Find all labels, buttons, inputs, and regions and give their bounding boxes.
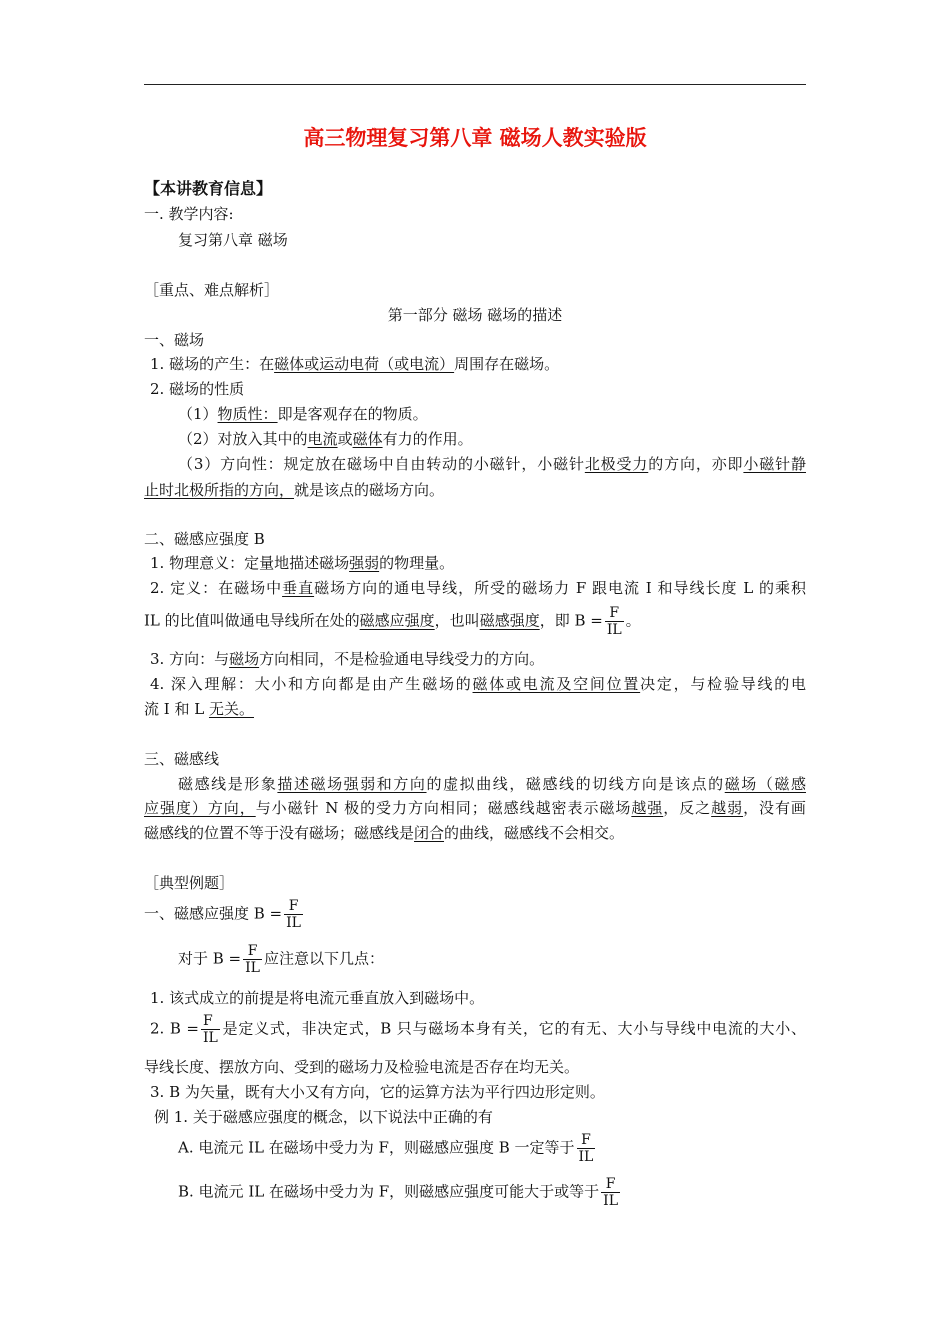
underlined-text: 强弱 bbox=[349, 554, 380, 572]
text-span: 流 I 和 L bbox=[144, 700, 209, 718]
option-a bbox=[178, 1132, 840, 1165]
ex-point2 bbox=[150, 1013, 806, 1046]
text-span: 1. 磁场的产生：在 bbox=[150, 355, 275, 373]
ex-sec1-heading bbox=[144, 898, 806, 931]
text-span: 磁感线的位置不等于没有磁场；磁感线是 bbox=[144, 824, 415, 842]
content-label: 一. 教学内容: bbox=[144, 205, 234, 223]
fraction-denominator: IL bbox=[578, 1149, 594, 1165]
fraction-numerator: F bbox=[247, 943, 258, 959]
text-span: IL 的比值叫做通电导线所在处的 bbox=[144, 611, 360, 630]
fraction-f-over-il bbox=[243, 943, 262, 976]
underlined-text: 磁感应强度 bbox=[359, 611, 435, 630]
sec1-p2-1 bbox=[178, 403, 840, 425]
content-value: 复习第八章 磁场 bbox=[178, 231, 288, 249]
text-span: 与小磁针 N 极的受力方向相同；磁感线越密表示磁场 bbox=[255, 799, 632, 817]
fraction-denominator: IL bbox=[286, 915, 301, 931]
underlined-text: 止时北极所指的方向， bbox=[144, 481, 295, 499]
text-span: 3. 方向：与 bbox=[150, 650, 230, 668]
fraction-numerator: F bbox=[605, 1176, 616, 1192]
fraction-denominator: IL bbox=[245, 960, 260, 976]
text-span: 的物理量。 bbox=[379, 554, 455, 572]
sec1-p2-3-cont bbox=[144, 479, 806, 501]
ex-point1: 1. 该式成立的前提是将电流元垂直放入到磁场中。 bbox=[150, 989, 485, 1007]
text-span: 就是该点的磁场方向。 bbox=[294, 481, 445, 499]
sec1-p1 bbox=[150, 353, 812, 375]
text-span: ，没有画 bbox=[743, 799, 806, 817]
info-heading: 【本讲教育信息】 bbox=[144, 179, 273, 198]
text-span: 2. 定义：在磁场中 bbox=[150, 579, 283, 597]
fraction-denominator: IL bbox=[603, 1193, 618, 1209]
underlined-text: 描述磁场强弱和方向 bbox=[277, 775, 427, 793]
fraction-numerator: F bbox=[202, 1013, 213, 1029]
ex-intro bbox=[178, 943, 840, 976]
underlined-text: 垂直 bbox=[282, 579, 315, 597]
examples-heading: ［典型例题］ bbox=[144, 874, 235, 892]
text-span: ，反之 bbox=[663, 799, 712, 817]
underlined-text: 磁感强度 bbox=[479, 611, 540, 630]
text-span: 4. 深入理解：大小和方向都是由产生磁场的 bbox=[150, 675, 473, 693]
text-span: （3）方向性：规定放在磁场中自由转动的小磁针，小磁针 bbox=[178, 455, 585, 473]
text-span: 。 bbox=[625, 611, 641, 630]
text-span: 应注意以下几点： bbox=[263, 949, 384, 968]
underlined-text: 北极受力 bbox=[584, 455, 649, 473]
text-span: （1） bbox=[178, 405, 218, 423]
text-span: A. 电流元 IL 在磁场中受力为 F，则磁感应强度 B 一定等于 bbox=[178, 1138, 575, 1157]
sec1-p2: 2. 磁场的性质 bbox=[150, 380, 245, 398]
fraction-numerator: F bbox=[581, 1132, 591, 1148]
underlined-text: 物质性： bbox=[217, 405, 278, 423]
fraction-numerator: F bbox=[288, 898, 299, 914]
text-span: 是定义式，非决定式，B 只与磁场本身有关，它的有无、大小与导线中电流的大小、 bbox=[221, 1019, 806, 1038]
sec3-line3 bbox=[144, 822, 806, 844]
sec3-line2 bbox=[144, 797, 806, 819]
example1-question: 例 1. 关于磁感应强度的概念，以下说法中正确的有 bbox=[154, 1108, 493, 1126]
text-span: 对于 B = bbox=[178, 949, 242, 968]
fraction-f-over-il bbox=[605, 605, 624, 638]
sec3-line1 bbox=[178, 773, 806, 795]
underlined-text: 小磁针静 bbox=[743, 455, 806, 473]
underlined-text: 磁体 bbox=[352, 430, 383, 448]
text-span: 周围存在磁场。 bbox=[454, 355, 560, 373]
text-span: B. 电流元 IL 在磁场中受力为 F，则磁感应强度可能大于或等于 bbox=[178, 1182, 600, 1201]
text-span: ，即 B = bbox=[539, 611, 603, 630]
sec1-p2-2 bbox=[178, 428, 840, 450]
key-points-heading: ［重点、难点解析］ bbox=[144, 281, 280, 299]
underlined-text: 越弱 bbox=[711, 799, 744, 817]
underlined-text: 磁体或电流及空间位置 bbox=[472, 675, 641, 693]
text-span: 磁感线是形象 bbox=[178, 775, 278, 793]
text-span: 磁场方向的通电导线，所受的磁场力 F 跟电流 I 和导线长度 L 的乘积 bbox=[314, 579, 806, 597]
fraction-f-over-il bbox=[601, 1176, 620, 1209]
underlined-text: 越强 bbox=[631, 799, 664, 817]
underlined-text: 闭合 bbox=[414, 824, 445, 842]
header-rule bbox=[144, 84, 806, 85]
text-span: 的虚拟曲线，磁感线的切线方向是该点的 bbox=[426, 775, 725, 793]
sec2-p4-cont bbox=[144, 698, 806, 720]
text-span: 有力的作用。 bbox=[382, 430, 473, 448]
sec3-heading: 三、磁感线 bbox=[144, 750, 220, 768]
text-span: 即是客观存在的物质。 bbox=[277, 405, 428, 423]
fraction-f-over-il bbox=[284, 898, 303, 931]
page-title: 高三物理复习第八章 磁场人教实验版 bbox=[303, 126, 647, 150]
text-span: 决定，与检验导线的电 bbox=[640, 675, 806, 693]
fraction-f-over-il bbox=[577, 1132, 596, 1165]
underlined-text: 磁场（磁感 bbox=[724, 775, 806, 793]
option-b bbox=[178, 1176, 840, 1209]
sec2-p3 bbox=[150, 648, 812, 670]
text-span: ，也叫 bbox=[434, 611, 480, 630]
fraction-denominator: IL bbox=[202, 1030, 218, 1046]
fraction-numerator: F bbox=[609, 605, 620, 621]
fraction-f-over-il bbox=[201, 1013, 220, 1046]
text-span: 的曲线，磁感线不会相交。 bbox=[444, 824, 625, 842]
sec1-p2-3 bbox=[178, 453, 806, 475]
underlined-text: 磁体或运动电荷（或电流） bbox=[274, 355, 455, 373]
sec2-p4 bbox=[150, 673, 806, 695]
text-span: 2. B = bbox=[150, 1019, 199, 1038]
ex-point3: 3. B 为矢量，既有大小又有方向，它的运算方法为平行四边形定则。 bbox=[150, 1083, 605, 1101]
underlined-text: 应强度）方向， bbox=[144, 799, 256, 817]
text-span: 方向相同，不是检验通电导线受力的方向。 bbox=[259, 650, 545, 668]
sec2-heading: 二、磁感应强度 B bbox=[144, 530, 265, 548]
text-span: 的方向，亦即 bbox=[648, 455, 744, 473]
sec2-p2-cont bbox=[144, 605, 806, 638]
underlined-text: 磁场 bbox=[229, 650, 260, 668]
sec2-p2 bbox=[150, 577, 806, 599]
sec1-heading: 一、磁场 bbox=[144, 331, 205, 349]
text-span: （2）对放入其中的 bbox=[178, 430, 308, 448]
underlined-text: 无关。 bbox=[208, 700, 254, 718]
text-span: 一、磁感应强度 B = bbox=[144, 904, 283, 923]
sec2-p1 bbox=[150, 552, 812, 574]
text-span: 1. 物理意义：定量地描述磁场 bbox=[150, 554, 350, 572]
part1-heading: 第一部分 磁场 磁场的描述 bbox=[387, 306, 563, 324]
ex-point2-cont: 导线长度、摆放方向、受到的磁场力及检验电流是否存在均无关。 bbox=[144, 1058, 580, 1076]
underlined-text: 电流 bbox=[307, 430, 338, 448]
fraction-denominator: IL bbox=[606, 622, 622, 638]
text-span: 或 bbox=[337, 430, 353, 448]
